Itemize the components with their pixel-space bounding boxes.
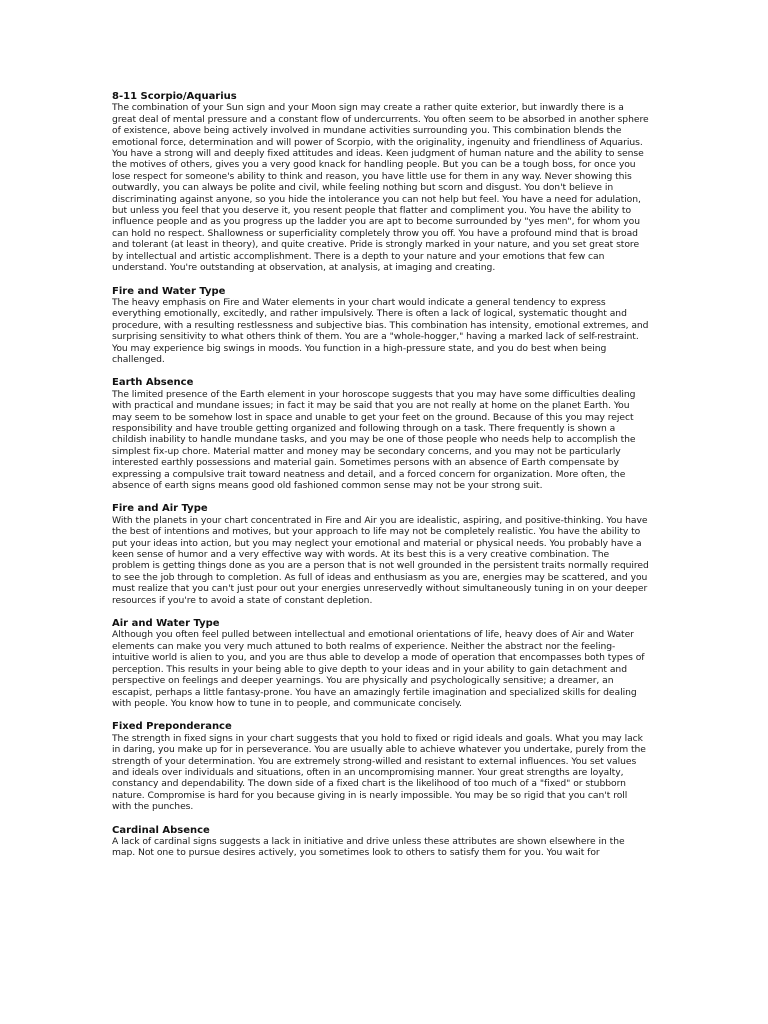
section-paragraph: With the planets in your chart concentrated in Fire and Air you are idealistic, aspiring, and positive-thinking. You have the best of intentions and motives, but your approach to life may not be completely realistic. You have the ability to put your ideas into action, but you may neglect your emotional and material or physical needs. You probably have a keen sense of humor and a very effective way with words. At its best this is a very creative combination. The problem is getting things done as you are a person that is not well grounded in the persistent traits normally required to see the job through to completion. As full of ideas and enthusiasm as you are, energies may be scattered, and you must realize that you can't just pour out your energies unreservedly without simultaneously tuning in on your deeper resources if you're to avoid a state of constant depletion. (112, 514, 649, 606)
section-scorpio-aquarius (112, 91, 649, 274)
section-heading: Fire and Air Type (112, 503, 208, 515)
section-heading: Earth Absence (112, 377, 194, 389)
section-paragraph: The limited presence of the Earth element in your horoscope suggests that you may have some difficulties dealing with practical and mundane issues; in fact it may be said that you are not really at home on the planet Earth. You may seem to be somehow lost in space and unable to get your feet on the ground. Because of this you may reject responsibility and have trouble getting organized and following through on a task. There frequently is shown a childish inability to handle mundane tasks, and you may be one of those people who needs help to accomplish the simplest fix-up chore. Material matter and money may be secondary concerns, and you may not be particularly interested earthly possessions and material gain. Sometimes persons with an absence of Earth compensate by expressing a compulsive trait toward neatness and detail, and a forced concern for organization. More often, the absence of earth signs means good old fashioned common sense may not be your strong suit. (112, 388, 636, 491)
section-earth-absence (112, 377, 649, 491)
document-page (112, 91, 649, 871)
section-paragraph: Although you often feel pulled between intellectual and emotional orientations of life, heavy does of Air and Water elements can make you very much attuned to both realms of experience. Neither the abstract nor the feeling-intuitive world is alien to you, and you are thus able to develop a mode of operation that encompasses both types of perception. This results in your being able to give depth to your ideas and in your ability to gain detachment and perspective on feelings and deeper yearnings. You are physically and psychologically sensitive; a dreamer, an escapist, perhaps a little fantasy-prone. You have an amazingly fertile imagination and specialized skills for dealing with people. You know how to tune in to people, and communicate concisely. (112, 629, 645, 709)
section-paragraph: The heavy emphasis on Fire and Water elements in your chart would indicate a general tendency to express everything emotionally, excitedly, and rather impulsively. There is often a lack of logical, systematic thought and procedure, with a resulting restlessness and subjective bias. This combination has intensity, emotional extremes, and surprising sensitivity to what others think of them. You are a "whole-hogger," having a marked lack of self-restraint. You may experience big swings in moods. You function in a high-pressure state, and you do best when being challenged. (112, 296, 649, 365)
section-heading: Fixed Preponderance (112, 721, 232, 733)
section-heading: Cardinal Absence (112, 824, 210, 836)
section-paragraph: The strength in fixed signs in your chart suggests that you hold to fixed or rigid ideals and goals. What you may lack in daring, you make up for in perseverance. You are usually able to achieve whatever you undertake, purely from the strength of your determination. You are extremely strong-willed and resistant to external influences. You set values and ideals over individuals and situations, often in an uncompromising manner. Your great strengths are loyalty, constancy and dependability. The down side of a fixed chart is the likelihood of too much of a "fixed" or stubborn nature. Compromise is hard for you because giving in is nearly impossible. You may be so rigid that you can't roll with the punches. (112, 732, 646, 813)
section-air-and-water-type (112, 618, 649, 709)
section-heading: Fire and Water Type (112, 285, 226, 297)
section-fire-and-water-type (112, 286, 649, 366)
section-fixed-preponderance (112, 721, 649, 812)
section-cardinal-absence (112, 825, 649, 859)
section-paragraph: A lack of cardinal signs suggests a lack in initiative and drive unless these attributes are shown elsewhere in the map. Not one to pursue desires actively, you sometimes look to others to satisfy them for you. You wait for (112, 835, 625, 859)
section-heading: 8-11 Scorpio/Aquarius (112, 91, 237, 102)
section-fire-and-air-type (112, 503, 649, 606)
section-heading: Air and Water Type (112, 618, 220, 630)
section-paragraph: The combination of your Sun sign and your Moon sign may create a rather quite exterior, but inwardly there is a great deal of mental pressure and a constant flow of undercurrents. You often seem to be absorbed in another sphere of existence, above being actively involved in mundane activities surrounding you. This combination blends the emotional force, determination and will power of Scorpio, with the originality, ingenuity and friendliness of Aquarius. You have a strong will and deeply fixed attitudes and ideas. Keen judgment of human nature and the ability to sense the motives of others, gives you a very good knack for handling people. But you can be a tough boss, for once you lose respect for someone's ability to think and reason, you have little use for them in any way. Never showing this outwardly, you can always be polite and civil, while feeling nothing but scorn and disgust. You don't believe in discriminating against anyone, so you hide the intolerance you can not help but feel. You have a need for adulation, but unless you feel that you deserve it, you resent people that flatter and compliment you. You have the ability to influence people and as you progress up the ladder you are apt to become surrounded by "yes men", for whom you can hold no respect. Shallowness or superficiality completely throw you off. You have a profound mind that is broad and tolerant (at least in theory), and quite creative. Pride is strongly marked in your nature, and you set great store by intellectual and artistic accomplishment. There is a depth to your nature and your emotions that few can understand. You're outstanding at observation, at analysis, at imaging and creating. (112, 102, 649, 274)
